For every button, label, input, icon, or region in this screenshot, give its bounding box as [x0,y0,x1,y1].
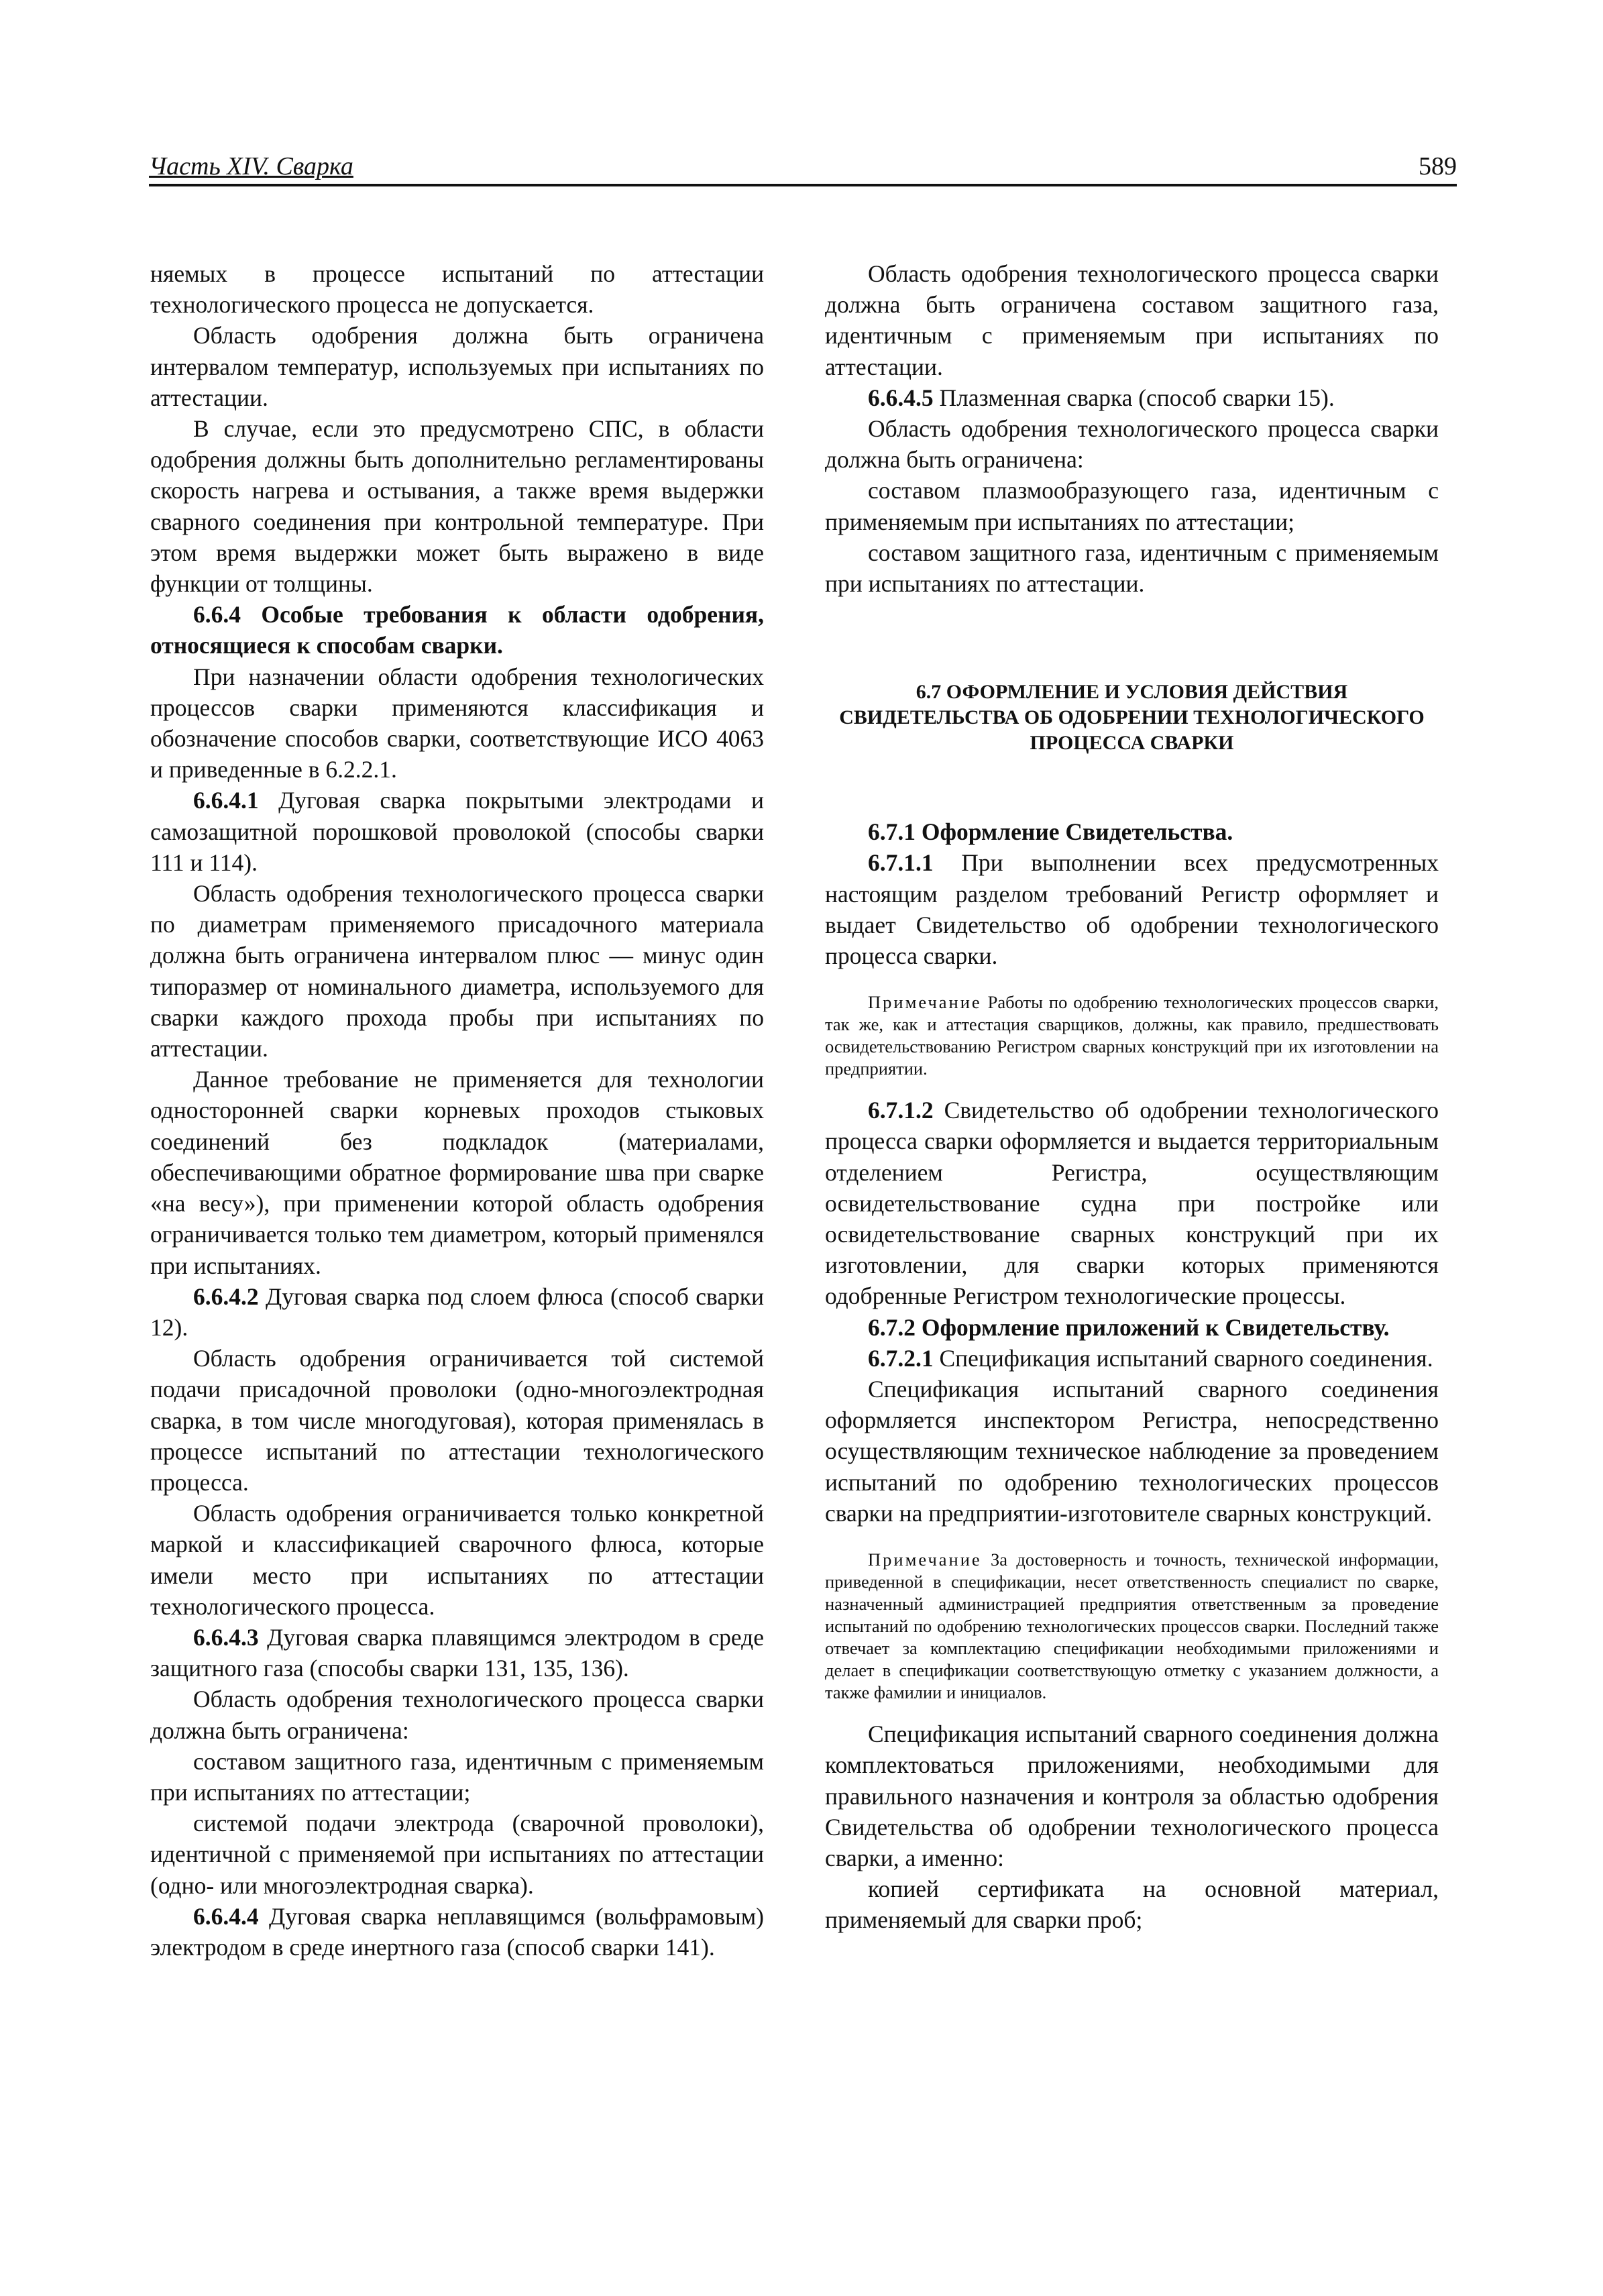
note-text: Работы по одобрению технологических процессов сварки, так же, как и аттестация сварщиков, должны, как правило, предшествовать освидетельствованию Регистром сварных конструкций при их изготовлении на предприятии. [825,992,1439,1079]
clause-6-6-4-3 [150,1622,764,1684]
paragraph: Область одобрения должна быть ограничена интервалом температур, используемых при испытаниях по аттестации. [150,322,764,411]
paragraph: няемых в процессе испытаний по аттестации технологического процесса не допускается. [150,260,764,319]
paragraph: В случае, если это предусмотрено СПС, в области одобрения должны быть дополнительно регламентированы скорость нагрева и остывания, а также время выдержки сварного соединения при контрольной температуре. При этом время выдержки может быть выражено в виде функции от толщины. [150,415,764,598]
clause-number: 6.7.1.1 [868,849,934,877]
clause-number: 6.7.2.1 [868,1344,934,1372]
paragraph: Данное требование не применяется для технологии односторонней сварки корневых проходов стыковых соединений без подкладок (материалами, обеспечивающими обратное формирование шва при сварке «на весу»), при применении которой область одобрения ограничивается только тем диаметром, который применялся при испытаниях. [150,1066,764,1279]
paragraph: Область одобрения технологического процесса сварки должна быть ограничена: [150,1686,764,1744]
paragraph: Спецификация испытаний сварного соединения должна комплектоваться приложениями, необходимыми для правильного назначения и контроля за областью одобрения Свидетельства об одобрении технологического процесса сварки, а именно: [825,1720,1439,1871]
paragraph: Область одобрения ограничивается той системой подачи присадочной проволоки (одно-многоэлектродная сварка, в том числе многодуговая), которая применялась в процессе испытаний по аттестации технологического процесса. [150,1345,764,1496]
clause-text: Дуговая сварка под слоем флюса (способ сварки 12). [150,1282,764,1341]
section-heading-6-7: 6.7 ОФОРМЛЕНИЕ И УСЛОВИЯ ДЕЙСТВИЯ СВИДЕТЕЛЬСТВА ОБ ОДОБРЕНИИ ТЕХНОЛОГИЧЕСКОГО ПРОЦЕССА СВАРКИ [839,681,1425,755]
paragraph: Область одобрения технологического процесса сварки должна быть ограничена: [825,415,1439,474]
clause-number: 6.7.1.2 [868,1097,934,1124]
clause-6-6-4-2 [150,1281,764,1343]
clause-6-6-4-4 [150,1901,764,1963]
clause-number: 6.6.4.4 [193,1902,259,1930]
subsection-heading-6-6-4: 6.6.4 Особые требования к области одобрения, относящиеся к способам сварки. [150,601,764,659]
paragraph: При назначении области одобрения технологических процессов сварки применяются классификация и обозначение способов сварки, соответствующие ИСО 4063 и приведенные в 6.2.2.1. [150,663,764,783]
paragraph: Область одобрения технологического процесса сварки по диаметрам применяемого присадочного материала должна быть ограничена интервалом плюс — минус один типоразмер от номинального диаметра, используемого для сварки каждого прохода пробы при испытаниях по аттестации. [150,880,764,1062]
note-label: Примечание [868,1549,982,1570]
running-header [149,149,1457,186]
clause-6-7-1-1 [825,847,1439,971]
note-text: За достоверность и точность, технической информации, приведенной в спецификации, несет ответственность специалист по сварке, назначенный администрацией предприятия ответственным за проведение испытаний по одобрению технологических процессов сварки. Последний также отвечает за комплектацию спецификации необходимыми приложениями и делает в спецификации соответствующую отметку с указанием должности, а также фамилии и инициалов. [825,1549,1439,1703]
subsection-heading-6-7-1: 6.7.1 Оформление Свидетельства. [868,818,1233,846]
paragraph: составом защитного газа, идентичным с применяемым при испытаниях по аттестации. [825,539,1439,598]
subsection-heading-6-7-2: 6.7.2 Оформление приложений к Свидетельству. [868,1313,1390,1341]
clause-text: При выполнении всех предусмотренных настоящим разделом требований Регистр оформляет и выдает Свидетельство об одобрении технологического процесса сварки. [825,849,1439,970]
clause-6-7-2-1 [825,1343,1439,1374]
running-header-title: Часть XIV. Сварка [149,152,353,180]
page-number: 589 [1419,152,1457,180]
note-label: Примечание [868,992,982,1013]
clause-number: 6.6.4.3 [193,1623,259,1651]
clause-text: Свидетельство об одобрении технологического процесса сварки оформляется и выдается территориальным отделением Регистра, осуществляющим освидетельствование судна при постройке или освидетельствование сварных конструкций при их изготовлении, для сварки которых применяются одобренные Регистром технологические процессы. [825,1097,1439,1310]
clause-6-6-4-1 [150,785,764,878]
note [825,1549,1439,1704]
clause-text: Дуговая сварка неплавящимся (вольфрамовым) электродом в среде инертного газа (способ сварки 141). [150,1902,764,1961]
paragraph: Спецификация испытаний сварного соединения оформляется инспектором Регистра, непосредственно осуществляющим техническое наблюдение за проведением испытаний по одобрению технологических процессов сварки на предприятии-изготовителе сварных конструкций. [825,1376,1439,1527]
paragraph: Область одобрения ограничивается только конкретной маркой и классификацией сварочного флюса, которые имели место при испытаниях по аттестации технологического процесса. [150,1500,764,1620]
note [825,991,1439,1080]
clause-text: Дуговая сварка покрытыми электродами и самозащитной порошковой проволокой (способы сварки 111 и 114). [150,787,764,876]
paragraph: составом плазмообразующего газа, идентичным с применяемым при испытаниях по аттестации; [825,477,1439,535]
clause-number: 6.6.4.1 [193,787,259,814]
paragraph: системой подачи электрода (сварочной проволоки), идентичной с применяемой при испытаниях по аттестации (одно- или многоэлектродная сварка). [150,1810,764,1899]
left-column [150,258,764,1963]
clause-text: Плазменная сварка (способ сварки 15). [933,384,1335,411]
clause-text: Дуговая сварка плавящимся электродом в среде защитного газа (способы сварки 131, 135, 136). [150,1623,764,1682]
paragraph: составом защитного газа, идентичным с применяемым при испытаниях по аттестации; [150,1747,764,1806]
clause-6-7-1-2 [825,1095,1439,1311]
clause-text: Спецификация испытаний сварного соединения. [933,1344,1433,1372]
clause-number: 6.6.4.2 [193,1282,259,1310]
paragraph: Область одобрения технологического процесса сварки должна быть ограничена составом защитного газа, идентичным с применяемым при испытаниях по аттестации. [825,260,1439,380]
clause-6-6-4-5 [825,382,1439,413]
paragraph: копией сертификата на основной материал, применяемый для сварки проб; [825,1875,1439,1934]
clause-number: 6.6.4.5 [868,384,934,411]
right-column [825,258,1439,1936]
